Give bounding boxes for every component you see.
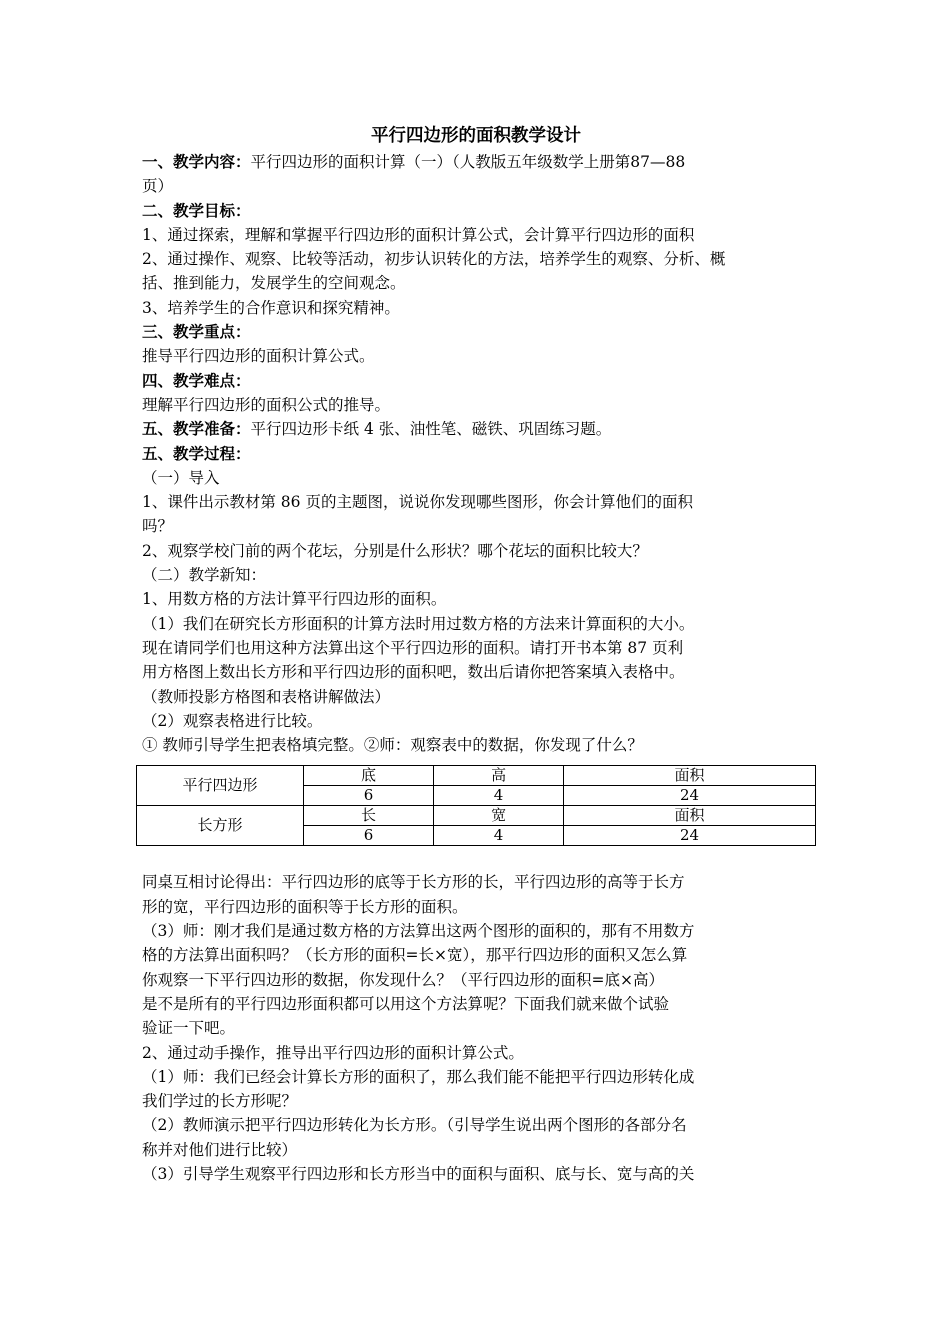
table-row-label: 平行四边形 (137, 766, 304, 806)
key-point-heading: 三、教学重点： (142, 322, 251, 342)
table-row (137, 806, 816, 826)
preparation-text: 平行四边形卡纸 4 张、油性笔、磁铁、巩固练习题。 (250, 420, 612, 439)
table-row-label: 长方形 (137, 806, 304, 846)
process-line: （3）师：刚才我们是通过数方格的方法算出这两个图形的面积的，那有不用数方 (142, 922, 695, 941)
table-header-cell: 底 (304, 766, 434, 786)
content-line-1 (142, 150, 810, 174)
content-label: 一、教学内容： (142, 152, 251, 171)
key-point-text: 推导平行四边形的面积计算公式。 (142, 347, 375, 366)
process-line: 吗？ (142, 517, 174, 536)
process-line: （二）教学新知： (142, 566, 267, 585)
process-line: 格的方法算出面积吗？（长方形的面积=长×宽），那平行四边形的面积又怎么算 (142, 946, 688, 965)
process-line: 验证一下吧。 (142, 1019, 236, 1038)
process-line: ① 教师引导学生把表格填完整。②师：观察表中的数据，你发现了什么？ (142, 736, 643, 755)
table-header-cell: 长 (304, 806, 434, 826)
process-line: （1）我们在研究长方形面积的计算方法时用过数方格的方法来计算面积的大小。 (142, 614, 695, 633)
process-line: 我们学过的长方形呢？ (142, 1092, 298, 1111)
table-cell: 4 (434, 826, 564, 846)
process-line: 现在请同学们也用这种方法算出这个平行四边形的面积。请打开书本第 87 页利 (142, 638, 684, 657)
process-line: 1、课件出示教材第 86 页的主题图，说说你发现哪些图形，你会计算他们的面积 (142, 493, 693, 512)
process-line: 2、通过动手操作，推导出平行四边形的面积计算公式。 (142, 1043, 524, 1062)
table-header-cell: 宽 (434, 806, 564, 826)
process-line: （教师投影方格图和表格讲解做法） (142, 687, 391, 706)
table-row (137, 766, 816, 786)
process-line: （2）教师演示把平行四边形转化为长方形。（引导学生说出两个图形的各部分名 (142, 1116, 687, 1135)
process-line: 2、观察学校门前的两个花坛，分别是什么形状？哪个花坛的面积比较大？ (142, 541, 648, 560)
goal-line: 3、培养学生的合作意识和探究精神。 (142, 298, 400, 317)
table-header-cell: 面积 (564, 806, 816, 826)
process-line: 称并对他们进行比较） (142, 1140, 298, 1159)
goal-line: 括、推到能力，发展学生的空间观念。 (142, 274, 406, 293)
table-cell: 4 (434, 786, 564, 806)
process-line: （2）观察表格进行比较。 (142, 711, 323, 730)
process-line: 用方格图上数出长方形和平行四边形的面积吧，数出后请你把答案填入表格中。 (142, 663, 685, 682)
table-header-cell: 高 (434, 766, 564, 786)
process-line: 1、用数方格的方法计算平行四边形的面积。 (142, 590, 447, 609)
document-title: 平行四边形的面积教学设计 (371, 126, 581, 146)
table-cell: 24 (564, 786, 816, 806)
comparison-table (136, 765, 816, 846)
process-line: 形的宽，平行四边形的面积等于长方形的面积。 (142, 897, 468, 916)
process-line: 同桌互相讨论得出：平行四边形的底等于长方形的长，平行四边形的高等于长方 (142, 873, 685, 892)
table-cell: 6 (304, 786, 434, 806)
process-line: （一）导入 (142, 468, 220, 487)
content-text: 平行四边形的面积计算（一）（人教版五年级数学上册第87—88 (250, 153, 686, 171)
process-heading: 五、教学过程： (142, 443, 251, 463)
preparation-line (142, 417, 810, 441)
difficulty-heading: 四、教学难点： (142, 370, 251, 390)
process-line: 是不是所有的平行四边形面积都可以用这个方法算呢？下面我们就来做个试验 (142, 994, 670, 1013)
goal-line: 1、通过探索，理解和掌握平行四边形的面积计算公式，会计算平行四边形的面积 (142, 225, 695, 244)
document-page (142, 122, 810, 1186)
table-header-cell: 面积 (564, 766, 816, 786)
process-line: 你观察一下平行四边形的数据，你发现什么？（平行四边形的面积=底×高） (142, 970, 664, 989)
preparation-label: 五、教学准备： (142, 419, 251, 439)
goal-line: 2、通过操作、观察、比较等活动，初步认识转化的方法，培养学生的观察、分析、概 (142, 250, 726, 269)
table-cell: 24 (564, 826, 816, 846)
goals-heading: 二、教学目标： (142, 200, 251, 220)
process-line: （3）引导学生观察平行四边形和长方形当中的面积与面积、底与长、宽与高的关 (142, 1164, 695, 1183)
table-cell: 6 (304, 826, 434, 846)
content-line-2: 页） (142, 177, 174, 196)
difficulty-text: 理解平行四边形的面积公式的推导。 (142, 395, 391, 414)
process-line: （1）师：我们已经会计算长方形的面积了，那么我们能不能把平行四边形转化成 (142, 1067, 695, 1086)
